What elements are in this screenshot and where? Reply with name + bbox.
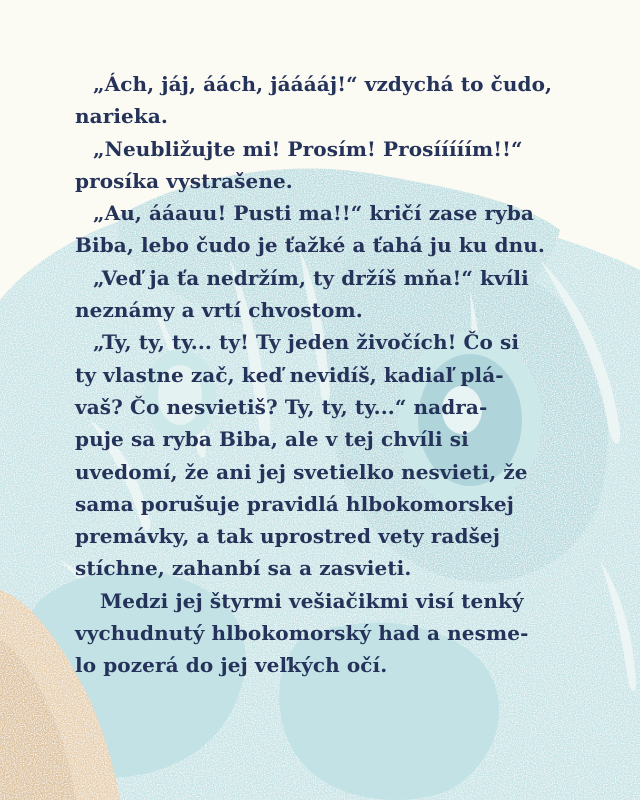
text-line: narieka. [75,104,168,129]
text-line: sama porušuje pravidlá hlbokomorskej [75,491,515,516]
text-line: vychudnutý hlbokomorský had a nesme- [75,621,529,646]
text-line: lo pozerá do jej veľkých očí. [75,653,388,678]
text-line: „Ách, jáj, áách, jááááj!“ vzdychá to čudo, [93,72,553,96]
text-line: puje sa ryba Biba, ale v tej chvíli si [75,427,469,452]
text-line: neznámy a vrtí chvostom. [75,298,363,323]
text-line: „Au, ááauu! Pusti ma!!“ kričí zase ryba [93,201,534,226]
text-line: „Neubližujte mi! Prosím! Prosííííím!!“ [93,136,523,161]
text-line: Medzi jej štyrmi vešiačikmi visí tenký [100,588,524,613]
text-line: „Veď ja ťa nedržím, ty držíš mňa!“ kvíli [93,265,529,290]
text-line: uvedomí, že ani jej svetielko nesvieti, že [75,459,528,484]
text-line: ty vlastne zač, keď nevidíš, kadiaľ plá- [75,362,504,387]
text-line: vaš? Čo nesvietiš? Ty, ty, ty...“ nadra- [75,394,488,419]
text-line: „Ty, ty, ty... ty! Ty jeden živočích! Čo si [93,330,520,355]
text-line: stíchne, zahanbí sa a zasvieti. [75,556,412,581]
text-line: premávky, a tak uprostred vety radšej [75,524,501,549]
text-line: Biba, lebo čudo je ťažké a ťahá ju ku dnu. [75,233,545,258]
story-text [75,68,575,682]
text-line: prosíka vystrašene. [75,168,293,193]
